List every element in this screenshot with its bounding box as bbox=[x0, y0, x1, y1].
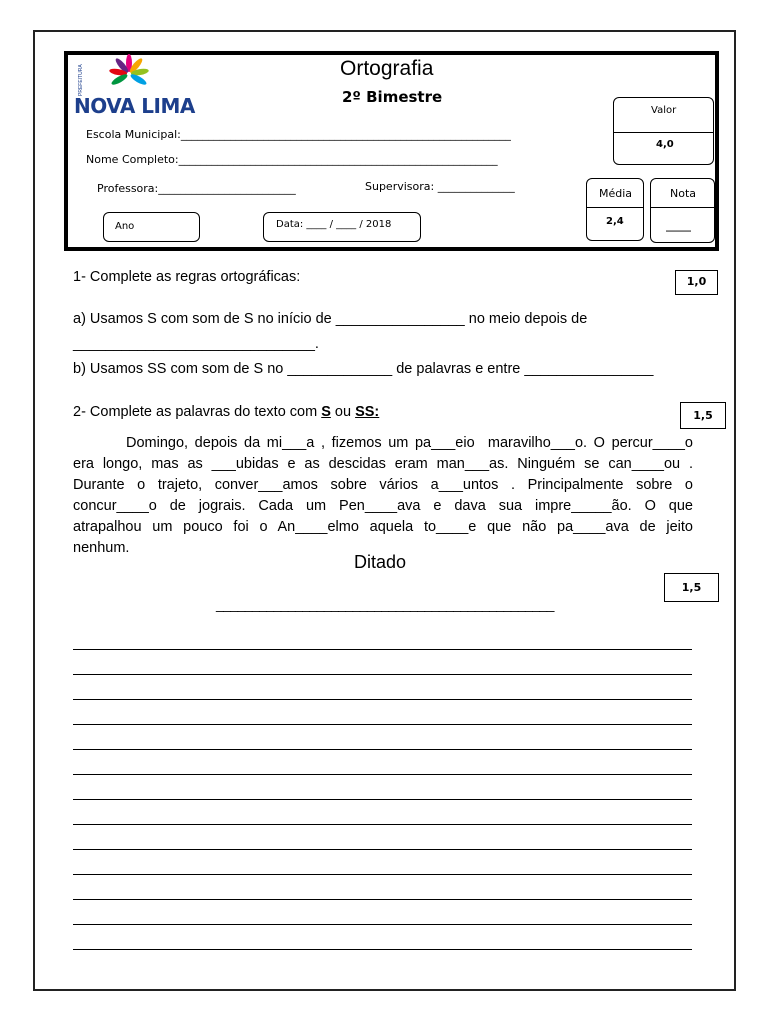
question-2-score: 1,5 bbox=[680, 402, 726, 429]
nota-value: _____ bbox=[666, 221, 691, 232]
writing-line[interactable] bbox=[73, 949, 692, 950]
text-line: Domingo, depois da mi___a , fizemos um pa___eio maravilho___o. O percur____o bbox=[73, 435, 693, 451]
writing-line[interactable] bbox=[73, 849, 692, 850]
ditado-title-line[interactable]: _______________________________________________ bbox=[216, 596, 554, 612]
question-2-text bbox=[73, 433, 693, 559]
supervisor-field[interactable]: Supervisora: ______________ bbox=[365, 180, 515, 193]
name-field[interactable]: Nome Completo:__________________________________________________________ bbox=[86, 153, 498, 166]
writing-line[interactable] bbox=[73, 774, 692, 775]
logo-prefeitura-text: PREFEITURA bbox=[78, 64, 84, 96]
media-value: 2,4 bbox=[606, 216, 624, 227]
question-2-title-prefix: 2- Complete as palavras do texto com bbox=[73, 404, 322, 420]
question-1b-line: b) Usamos SS com som de S no _____________ de palavras e entre ________________ bbox=[73, 361, 654, 377]
question-1a-line-1: a) Usamos S com som de S no início de ________________ no meio depois de bbox=[73, 311, 588, 327]
writing-line[interactable] bbox=[73, 749, 692, 750]
valor-box bbox=[613, 97, 714, 165]
writing-line[interactable] bbox=[73, 799, 692, 800]
page-title: Ortografia bbox=[340, 57, 434, 80]
ditado-title: Ditado bbox=[354, 552, 407, 572]
question-1-title: 1- Complete as regras ortográficas: bbox=[73, 269, 301, 285]
ditado-score: 1,5 bbox=[664, 573, 719, 602]
writing-line[interactable] bbox=[73, 874, 692, 875]
nova-lima-logo-icon bbox=[104, 54, 154, 96]
nota-divider bbox=[651, 207, 714, 208]
question-1-score: 1,0 bbox=[675, 270, 718, 295]
text-line: nenhum. bbox=[73, 540, 130, 556]
writing-line[interactable] bbox=[73, 699, 692, 700]
question-2-title bbox=[73, 404, 379, 420]
valor-value: 4,0 bbox=[656, 139, 674, 150]
logo-text: NOVA LIMA bbox=[74, 94, 195, 118]
school-field[interactable]: Escola Municipal:____________________________________________________________ bbox=[86, 128, 511, 141]
date-label: Data: ____ / ____ / 2018 bbox=[276, 219, 392, 230]
writing-line[interactable] bbox=[73, 924, 692, 925]
question-2-title-mid: ou bbox=[330, 404, 356, 420]
writing-line[interactable] bbox=[73, 724, 692, 725]
nota-box[interactable] bbox=[650, 178, 715, 243]
media-divider bbox=[587, 207, 643, 208]
text-line: atrapalhou um pouco foi o An____elmo aquela to____e que não pa____ava de jeito bbox=[73, 519, 693, 535]
page-subtitle: 2º Bimestre bbox=[342, 88, 443, 106]
year-field[interactable] bbox=[103, 212, 200, 242]
nota-label: Nota bbox=[670, 187, 697, 200]
media-box bbox=[586, 178, 644, 241]
date-field[interactable] bbox=[263, 212, 421, 242]
question-1a-line-2: ______________________________. bbox=[73, 336, 319, 352]
media-label: Média bbox=[599, 187, 633, 200]
text-line: concur____o de jograis. Cada um Pen____ava e dava sua impre_____ão. O que bbox=[73, 498, 693, 514]
writing-line[interactable] bbox=[73, 649, 692, 650]
valor-divider bbox=[614, 132, 713, 133]
question-2-title-ss: SS: bbox=[355, 404, 380, 420]
text-line: Durante o trajeto, conver___amos sobre vários a___untos . Principalmente sobre o bbox=[73, 477, 693, 493]
writing-line[interactable] bbox=[73, 824, 692, 825]
writing-line[interactable] bbox=[73, 674, 692, 675]
valor-label: Valor bbox=[651, 105, 677, 116]
writing-line[interactable] bbox=[73, 899, 692, 900]
year-label: Ano bbox=[115, 221, 135, 232]
text-line: era longo, mas as ___ubidas e as descidas eram man___as. Ninguém se can____ou . bbox=[73, 456, 693, 472]
question-2-title-s: S bbox=[321, 404, 331, 420]
teacher-field[interactable]: Professora:_________________________ bbox=[97, 182, 296, 195]
